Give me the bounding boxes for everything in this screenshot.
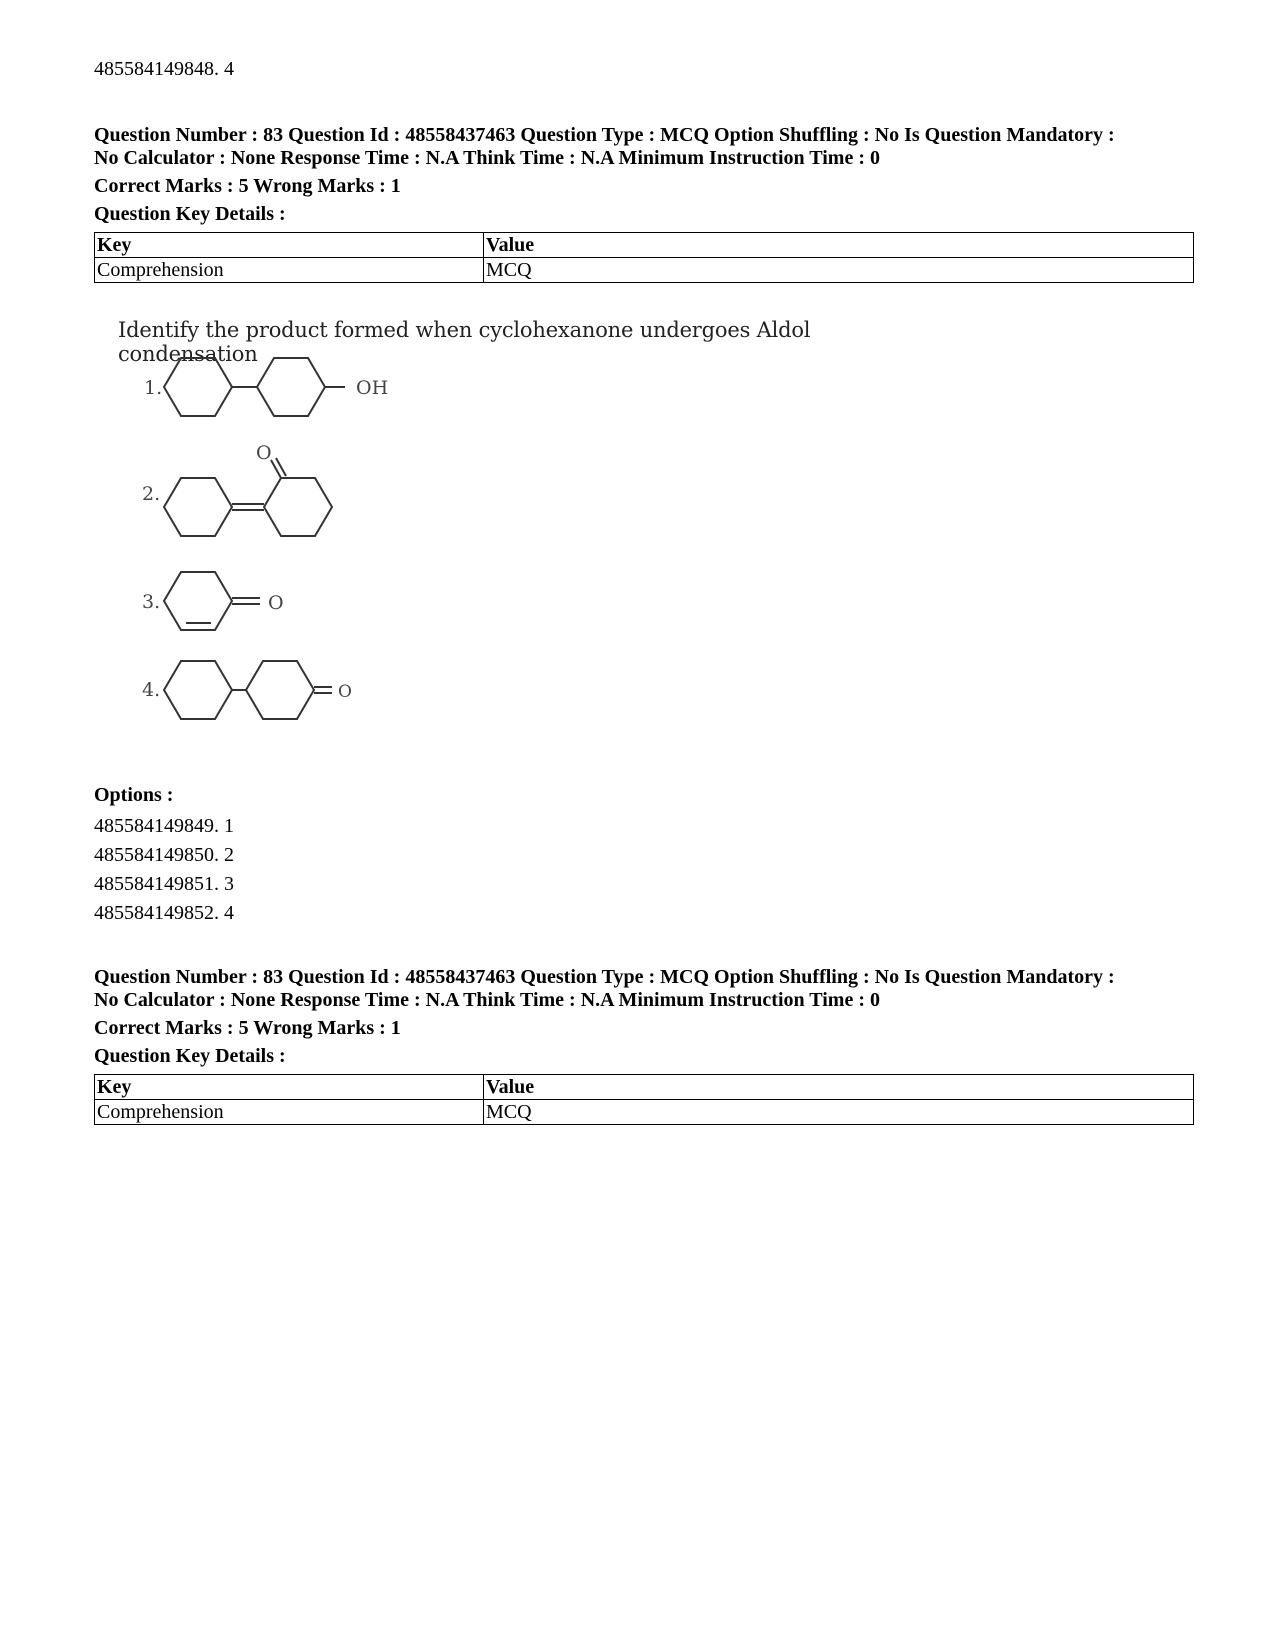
question-text: Identify the product formed when cyclohexanone undergoes Aldol condensation (118, 318, 811, 366)
options-label: Options : (94, 784, 174, 806)
choice-3-structure (142, 572, 284, 630)
choice-4-substituent: O (338, 682, 352, 702)
question-meta-line-1: Question Number : 83 Question Id : 48558437463 Question Type : MCQ Option Shuffling : No Is Question Mandatory : (94, 966, 1115, 988)
question-meta-block (94, 124, 1194, 283)
ring-a (164, 478, 232, 536)
key-details-label: Question Key Details : (94, 1045, 286, 1067)
choice-3-substituent: O (268, 592, 284, 614)
marks-line: Correct Marks : 5 Wrong Marks : 1 (94, 175, 401, 197)
key-details-table (94, 1074, 1194, 1125)
option-item: 485584149850. 2 (94, 844, 234, 866)
previous-option-line: 485584149848. 4 (94, 58, 234, 80)
question-meta-line-2: No Calculator : None Response Time : N.A Think Time : N.A Minimum Instruction Time : 0 (94, 147, 880, 169)
header-key: Key (95, 233, 484, 258)
option-item: 485584149852. 4 (94, 902, 234, 924)
choice-1-number: 1. (144, 377, 163, 399)
header-value: Value (484, 233, 1194, 258)
ring-b (257, 358, 325, 416)
option-item: 485584149851. 3 (94, 873, 234, 895)
header-value: Value (484, 1075, 1194, 1100)
choice-1-substituent: OH (356, 377, 389, 399)
choice-1-structure (144, 358, 388, 416)
question-image (94, 318, 894, 768)
cell-value: MCQ (484, 258, 1194, 283)
choice-2-structure (142, 442, 332, 536)
cell-value: MCQ (484, 1100, 1194, 1125)
choice-3-number: 3. (142, 591, 161, 613)
ring-b (264, 478, 332, 536)
table-row (95, 1100, 1194, 1125)
table-row (95, 258, 1194, 283)
question-meta-line-2: No Calculator : None Response Time : N.A Think Time : N.A Minimum Instruction Time : 0 (94, 989, 880, 1011)
option-item: 485584149849. 1 (94, 815, 234, 837)
choice-2-substituent: O (256, 442, 272, 464)
structures-diagram (94, 318, 894, 768)
ring-a (164, 661, 232, 719)
header-key: Key (95, 1075, 484, 1100)
table-header-row (95, 1075, 1194, 1100)
key-details-table (94, 232, 1194, 283)
ring (164, 572, 232, 630)
ring-b (246, 661, 314, 719)
cell-key: Comprehension (95, 1100, 484, 1125)
cell-key: Comprehension (95, 258, 484, 283)
choice-2-number: 2. (142, 483, 161, 505)
options-list (94, 784, 234, 928)
question-meta-line-1: Question Number : 83 Question Id : 48558437463 Question Type : MCQ Option Shuffling : No Is Question Mandatory : (94, 124, 1115, 146)
table-header-row (95, 233, 1194, 258)
ring-a (164, 358, 232, 416)
question-meta-block (94, 966, 1194, 1125)
marks-line: Correct Marks : 5 Wrong Marks : 1 (94, 1017, 401, 1039)
choice-4-number: 4. (142, 679, 161, 701)
key-details-label: Question Key Details : (94, 203, 286, 225)
choice-4-structure (142, 661, 352, 719)
